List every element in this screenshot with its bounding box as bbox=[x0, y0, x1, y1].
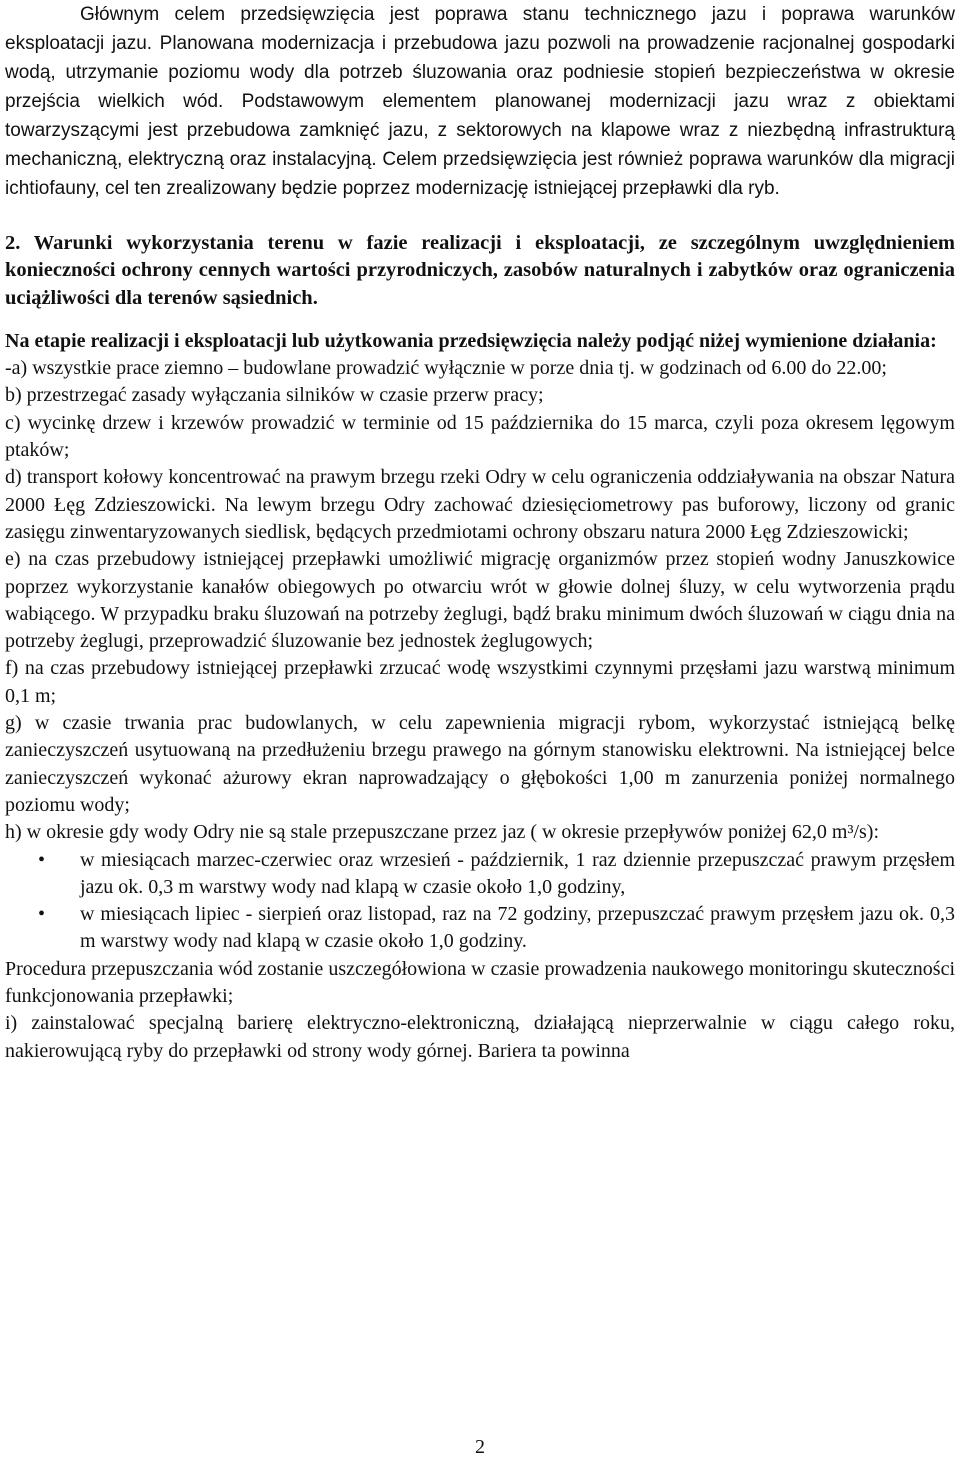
bullet-icon: • bbox=[38, 903, 46, 926]
list-item-f: f) na czas przebudowy istniejącej przepławki zrzucać wodę wszystkimi czynnymi przęsłami jazu warstwą minimum 0,1 m; bbox=[5, 657, 955, 707]
document-page bbox=[5, 0, 955, 1065]
bullet-item bbox=[5, 901, 955, 956]
page-number: 2 bbox=[475, 1436, 485, 1458]
bullet-text: w miesiącach marzec-czerwiec oraz wrzesień - październik, 1 raz dziennie przepuszczać prawym przęsłem jazu ok. 0,3 m warstwy wody nad klapą w czasie około 1,0 godziny, bbox=[80, 848, 955, 898]
bullet-text: w miesiącach lipiec - sierpień oraz listopad, raz na 72 godziny, przepuszczać prawym przęsłem jazu ok. 0,3 m warstwy wody nad klapą w czasie około 1,0 godziny. bbox=[80, 903, 955, 953]
list-item-c: c) wycinkę drzew i krzewów prowadzić w terminie od 15 października do 15 marca, czyli poza okresem lęgowym ptaków; bbox=[5, 411, 955, 462]
list-item-a: -a) wszystkie prace ziemno – budowlane prowadzić wyłącznie w porze dnia tj. w godzinach od 6.00 do 22.00; bbox=[5, 357, 887, 380]
bullet-icon: • bbox=[38, 848, 46, 871]
section-heading: 2. Warunki wykorzystania terenu w fazie realizacji i eksploatacji, ze szczególnym uwzględnieniem konieczności ochrony cennych wartości przyrodniczych, zasobów naturalnych i zabytków oraz ograniczenia uciążliwości dla terenów sąsiednich. bbox=[5, 232, 955, 309]
bullet-list bbox=[5, 847, 955, 956]
list-item-b: b) przestrzegać zasady wyłączania silników w czasie przerw pracy; bbox=[5, 384, 544, 407]
actions-heading: Na etapie realizacji i eksploatacji lub użytkowania przedsięwzięcia należy podjąć niżej wymienione działania: bbox=[5, 329, 937, 352]
list-item-d: d) transport kołowy koncentrować na prawym brzegu rzeki Odry w celu ograniczenia oddziaływania na obszar Natura 2000 Łęg Zdzieszowicki. Na lewym brzegu Odry zachować dziesięciometrowy pas buforowy, liczony od granic zasięgu zinwentaryzowanych siedlisk, będących przedmiotami ochrony obszaru natura 2000 Łęg Zdzieszowicki; bbox=[5, 466, 955, 543]
intro-paragraph: Głównym celem przedsięwzięcia jest poprawa stanu technicznego jazu i poprawa warunków eksploatacji jazu. Planowana modernizacja i przebudowa jazu pozwoli na prowadzenie racjonalnej gospodarki wodą, utrzymanie poziomu wody dla potrzeb śluzowania oraz podniesie stopień bezpieczeństwa w okresie przejścia wielkich wód. Podstawowym elementem planowanej modernizacji jazu wraz z obiektami towarzyszącymi jest przebudowa zamknięć jazu, z sektorowych na klapowe wraz z niezbędną infrastrukturą mechaniczną, elektryczną oraz instalacyjną. Celem przedsięwzięcia jest również poprawa warunków dla migracji ichtiofauny, cel ten zrealizowany będzie poprzez modernizację istniejącej przepławki dla ryb. bbox=[5, 4, 955, 199]
procedure-note: Procedura przepuszczania wód zostanie uszczegółowiona w czasie prowadzenia naukowego monitoringu skuteczności funkcjonowania przepławki; bbox=[5, 957, 955, 1008]
list-item-e: e) na czas przebudowy istniejącej przepławki umożliwić migrację organizmów przez stopień wodny Januszkowice poprzez wykorzystanie kanałów obiegowych po otwarciu wrót w głowie dolnej śluzy, w celu wytworzenia prądu wabiącego. W przypadku braku śluzowań na potrzeby żeglugi, bądź braku minimum dwóch śluzowań w ciągu dnia na potrzeby żeglugi, przeprowadzić śluzowanie bez jednostek żeglugowych; bbox=[5, 548, 955, 653]
list-item-g: g) w czasie trwania prac budowlanych, w celu zapewnienia migracji rybom, wykorzystać istniejącą belkę zanieczyszczeń usytuowaną na przedłużeniu brzegu prawego na górnym stanowisku elektrowni. Na istniejącej belce zanieczyszczeń wykonać ażurowy ekran naprowadzający o głębokości 1,00 m zanurzenia poniżej normalnego poziomu wody; bbox=[5, 712, 955, 816]
list-item-i: i) zainstalować specjalną barierę elektryczno-elektroniczną, działającą nieprzerwalnie w ciągu całego roku, nakierowującą ryby do przepławki od strony wody górnej. Bariera ta powinna bbox=[5, 1012, 955, 1062]
bullet-item bbox=[5, 847, 955, 902]
list-item-h: h) w okresie gdy wody Odry nie są stale przepuszczane przez jaz ( w okresie przepływów poniżej 62,0 m³/s): bbox=[5, 821, 880, 844]
